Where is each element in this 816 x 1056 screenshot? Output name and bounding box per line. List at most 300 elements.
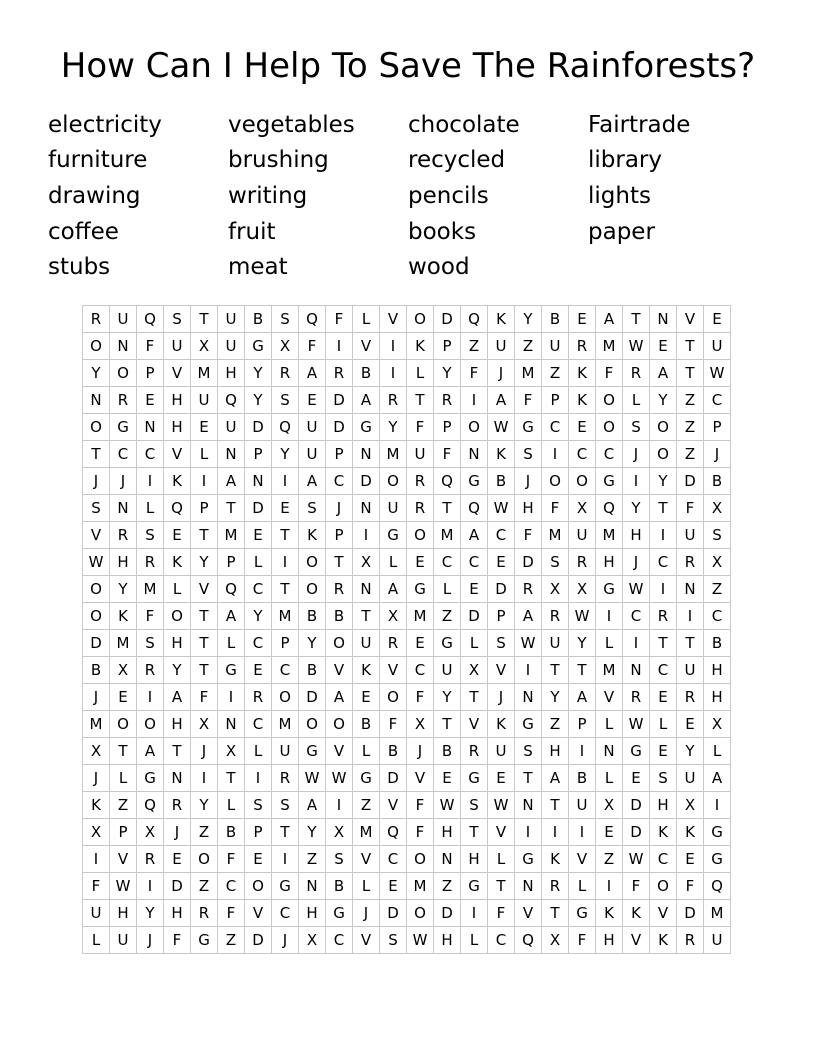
grid-cell: I (380, 360, 407, 387)
grid-cell: P (488, 603, 515, 630)
grid-cell: V (407, 765, 434, 792)
grid-cell: Q (380, 819, 407, 846)
grid-cell: T (191, 657, 218, 684)
grid-cell: A (299, 360, 326, 387)
grid-cell: C (704, 387, 731, 414)
grid-cell: O (650, 441, 677, 468)
grid-cell: K (83, 792, 110, 819)
grid-cell: J (83, 468, 110, 495)
grid-cell: R (407, 495, 434, 522)
grid-cell: F (407, 792, 434, 819)
grid-cell: Y (650, 468, 677, 495)
grid-cell: W (515, 630, 542, 657)
grid-cell: I (137, 873, 164, 900)
grid-cell: U (704, 927, 731, 954)
grid-cell: T (272, 522, 299, 549)
grid-cell: O (137, 711, 164, 738)
grid-cell: U (569, 522, 596, 549)
grid-cell: L (650, 711, 677, 738)
grid-cell: F (380, 711, 407, 738)
grid-cell: Z (434, 603, 461, 630)
grid-cell: P (272, 630, 299, 657)
grid-cell: E (407, 630, 434, 657)
grid-cell: Y (245, 360, 272, 387)
grid-cell: J (164, 819, 191, 846)
grid-cell: N (218, 441, 245, 468)
grid-cell: J (623, 549, 650, 576)
grid-cell: C (137, 441, 164, 468)
grid-cell: K (353, 657, 380, 684)
grid-cell: H (110, 549, 137, 576)
grid-cell: B (245, 306, 272, 333)
grid-cell: G (137, 765, 164, 792)
grid-cell: O (83, 333, 110, 360)
grid-cell: D (623, 792, 650, 819)
grid-cell: V (380, 657, 407, 684)
grid-cell: D (326, 387, 353, 414)
grid-cell: N (110, 495, 137, 522)
grid-cell: D (164, 873, 191, 900)
grid-cell: S (380, 927, 407, 954)
grid-cell: J (83, 765, 110, 792)
grid-cell: O (299, 549, 326, 576)
grid-cell: L (353, 873, 380, 900)
grid-cell: G (299, 738, 326, 765)
grid-cell: F (407, 819, 434, 846)
grid-cell: P (326, 441, 353, 468)
grid-cell: E (677, 711, 704, 738)
grid-cell: N (434, 846, 461, 873)
grid-cell: U (164, 333, 191, 360)
grid-cell: Y (191, 549, 218, 576)
grid-cell: F (326, 306, 353, 333)
grid-cell: P (110, 819, 137, 846)
word-bank-item: vegetables (228, 112, 355, 138)
grid-cell: L (623, 387, 650, 414)
grid-cell: H (650, 792, 677, 819)
grid-cell: X (596, 792, 623, 819)
grid-cell: U (218, 306, 245, 333)
grid-cell: V (83, 522, 110, 549)
grid-cell: G (461, 468, 488, 495)
grid-cell: U (110, 306, 137, 333)
grid-cell: O (191, 846, 218, 873)
grid-cell: K (407, 333, 434, 360)
grid-cell: R (137, 657, 164, 684)
grid-cell: U (407, 441, 434, 468)
grid-cell: Q (137, 306, 164, 333)
grid-cell: L (380, 549, 407, 576)
grid-cell: E (245, 846, 272, 873)
grid-cell: H (461, 846, 488, 873)
grid-cell: S (299, 495, 326, 522)
grid-cell: Q (272, 414, 299, 441)
grid-cell: J (83, 684, 110, 711)
grid-cell: Z (434, 873, 461, 900)
grid-cell: L (434, 576, 461, 603)
word-bank-item: recycled (408, 147, 506, 173)
grid-cell: R (542, 873, 569, 900)
grid-cell: M (596, 333, 623, 360)
grid-cell: T (677, 360, 704, 387)
word-bank-item: drawing (48, 183, 141, 209)
grid-cell: F (407, 414, 434, 441)
grid-cell: P (434, 414, 461, 441)
grid-cell: C (407, 657, 434, 684)
grid-cell: T (272, 576, 299, 603)
grid-cell: T (191, 306, 218, 333)
grid-cell: D (380, 900, 407, 927)
grid-cell: F (488, 900, 515, 927)
grid-row (83, 333, 731, 360)
grid-cell: I (515, 819, 542, 846)
grid-cell: W (623, 711, 650, 738)
grid-cell: O (164, 603, 191, 630)
grid-cell: E (623, 765, 650, 792)
grid-cell: S (515, 738, 542, 765)
grid-cell: L (596, 765, 623, 792)
grid-cell: D (461, 603, 488, 630)
grid-cell: D (83, 630, 110, 657)
grid-cell: R (677, 549, 704, 576)
grid-cell: S (326, 846, 353, 873)
grid-cell: G (569, 900, 596, 927)
grid-cell: T (515, 765, 542, 792)
grid-cell: N (218, 711, 245, 738)
grid-cell: E (272, 495, 299, 522)
grid-cell: E (488, 765, 515, 792)
grid-cell: T (218, 765, 245, 792)
grid-cell: O (461, 414, 488, 441)
grid-row (83, 738, 731, 765)
grid-cell: Z (461, 333, 488, 360)
grid-cell: J (623, 441, 650, 468)
grid-cell: I (623, 630, 650, 657)
grid-cell: W (488, 495, 515, 522)
word-bank-item: chocolate (408, 112, 520, 138)
grid-cell: R (245, 684, 272, 711)
grid-cell: R (569, 549, 596, 576)
grid-cell: D (245, 414, 272, 441)
grid-cell: S (272, 792, 299, 819)
word-bank (48, 108, 768, 288)
grid-cell: R (272, 765, 299, 792)
grid-cell: X (677, 792, 704, 819)
grid-cell: L (461, 927, 488, 954)
grid-cell: Z (191, 819, 218, 846)
grid-cell: P (569, 711, 596, 738)
grid-cell: G (461, 765, 488, 792)
grid-cell: E (650, 684, 677, 711)
grid-cell: G (461, 873, 488, 900)
grid-cell: B (83, 657, 110, 684)
grid-cell: U (218, 333, 245, 360)
grid-row (83, 387, 731, 414)
grid-cell: L (83, 927, 110, 954)
word-bank-item: pencils (408, 183, 489, 209)
grid-cell: B (704, 630, 731, 657)
grid-cell: S (164, 306, 191, 333)
grid-cell: E (569, 306, 596, 333)
grid-cell: W (407, 927, 434, 954)
grid-cell: B (299, 603, 326, 630)
grid-cell: O (650, 873, 677, 900)
grid-cell: G (272, 873, 299, 900)
grid-cell: E (650, 333, 677, 360)
grid-cell: Y (434, 684, 461, 711)
grid-cell: A (704, 765, 731, 792)
word-bank-item: stubs (48, 254, 111, 280)
grid-cell: C (326, 468, 353, 495)
grid-cell: G (623, 738, 650, 765)
grid-cell: T (623, 306, 650, 333)
grid-cell: X (407, 711, 434, 738)
grid-cell: E (164, 846, 191, 873)
grid-cell: V (353, 333, 380, 360)
grid-cell: X (272, 333, 299, 360)
grid-cell: D (677, 900, 704, 927)
grid-cell: M (272, 711, 299, 738)
grid-cell: T (569, 657, 596, 684)
grid-cell: Q (515, 927, 542, 954)
grid-cell: Y (245, 387, 272, 414)
grid-cell: B (542, 306, 569, 333)
grid-cell: K (677, 819, 704, 846)
grid-cell: Q (137, 792, 164, 819)
grid-cell: K (299, 522, 326, 549)
grid-cell: X (137, 819, 164, 846)
grid-cell: E (110, 684, 137, 711)
grid-cell: F (677, 495, 704, 522)
grid-cell: G (407, 576, 434, 603)
grid-cell: R (569, 333, 596, 360)
grid-cell: U (488, 333, 515, 360)
grid-cell: T (110, 738, 137, 765)
grid-cell: R (326, 360, 353, 387)
grid-cell: V (488, 657, 515, 684)
grid-cell: Z (677, 414, 704, 441)
grid-cell: M (542, 522, 569, 549)
grid-cell: C (650, 549, 677, 576)
grid-cell: X (704, 495, 731, 522)
grid-cell: U (380, 495, 407, 522)
grid-cell: Z (677, 387, 704, 414)
grid-cell: L (569, 873, 596, 900)
grid-cell: Y (434, 360, 461, 387)
grid-cell: R (83, 306, 110, 333)
grid-cell: W (623, 576, 650, 603)
grid-cell: F (434, 441, 461, 468)
grid-cell: R (110, 387, 137, 414)
grid-cell: U (218, 414, 245, 441)
grid-cell: C (245, 711, 272, 738)
grid-cell: O (542, 468, 569, 495)
grid-cell: E (164, 522, 191, 549)
grid-cell: P (542, 387, 569, 414)
grid-cell: R (326, 576, 353, 603)
grid-cell: G (191, 927, 218, 954)
grid-cell: S (623, 414, 650, 441)
grid-cell: W (299, 765, 326, 792)
grid-cell: E (245, 522, 272, 549)
grid-cell: V (623, 927, 650, 954)
grid-cell: Z (542, 360, 569, 387)
grid-cell: Z (515, 333, 542, 360)
grid-cell: M (353, 819, 380, 846)
grid-cell: H (623, 522, 650, 549)
grid-cell: L (353, 738, 380, 765)
grid-row (83, 414, 731, 441)
word-bank-item: meat (228, 254, 288, 280)
grid-cell: Q (461, 495, 488, 522)
grid-cell: E (596, 819, 623, 846)
grid-cell: Y (137, 900, 164, 927)
grid-cell: M (110, 630, 137, 657)
grid-cell: W (623, 333, 650, 360)
grid-cell: X (542, 576, 569, 603)
grid-cell: P (434, 333, 461, 360)
grid-cell: T (191, 630, 218, 657)
grid-cell: E (137, 387, 164, 414)
grid-row (83, 873, 731, 900)
grid-cell: O (110, 711, 137, 738)
grid-cell: V (650, 900, 677, 927)
grid-cell: X (299, 927, 326, 954)
grid-cell: B (218, 819, 245, 846)
grid-cell: R (272, 360, 299, 387)
grid-cell: P (326, 522, 353, 549)
grid-cell: A (137, 738, 164, 765)
grid-cell: I (245, 765, 272, 792)
grid-cell: G (515, 414, 542, 441)
grid-cell: C (434, 549, 461, 576)
grid-cell: J (272, 927, 299, 954)
grid-cell: B (299, 657, 326, 684)
grid-cell: K (650, 927, 677, 954)
grid-cell: H (704, 657, 731, 684)
grid-cell: V (515, 900, 542, 927)
grid-cell: X (191, 333, 218, 360)
grid-cell: G (353, 765, 380, 792)
grid-cell: Z (704, 576, 731, 603)
grid-row (83, 630, 731, 657)
grid-cell: U (272, 738, 299, 765)
grid-cell: X (83, 819, 110, 846)
grid-cell: O (407, 306, 434, 333)
grid-row (83, 765, 731, 792)
grid-cell: F (137, 603, 164, 630)
word-bank-item: furniture (48, 147, 148, 173)
grid-cell: R (380, 387, 407, 414)
grid-cell: I (569, 819, 596, 846)
grid-cell: C (650, 657, 677, 684)
grid-cell: N (353, 441, 380, 468)
grid-cell: L (596, 630, 623, 657)
grid-cell: F (515, 387, 542, 414)
grid-cell: F (623, 873, 650, 900)
grid-row (83, 468, 731, 495)
grid-cell: X (83, 738, 110, 765)
grid-cell: Q (704, 873, 731, 900)
grid-cell: Y (650, 387, 677, 414)
grid-cell: C (488, 522, 515, 549)
grid-cell: X (380, 603, 407, 630)
grid-cell: X (704, 711, 731, 738)
grid-cell: V (677, 306, 704, 333)
grid-cell: T (650, 630, 677, 657)
grid-cell: B (353, 360, 380, 387)
grid-cell: A (380, 576, 407, 603)
grid-cell: B (704, 468, 731, 495)
grid-cell: E (677, 846, 704, 873)
grid-cell: A (353, 387, 380, 414)
grid-cell: A (569, 684, 596, 711)
grid-cell: V (488, 819, 515, 846)
grid-cell: F (164, 927, 191, 954)
grid-cell: R (191, 900, 218, 927)
grid-cell: V (380, 792, 407, 819)
grid-cell: D (515, 549, 542, 576)
grid-cell: M (83, 711, 110, 738)
grid-cell: L (353, 306, 380, 333)
grid-cell: G (515, 846, 542, 873)
page-title: How Can I Help To Save The Rainforests? (60, 46, 756, 86)
grid-cell: K (623, 900, 650, 927)
grid-cell: O (83, 576, 110, 603)
word-bank-item: paper (588, 219, 655, 245)
grid-cell: O (110, 360, 137, 387)
grid-cell: L (218, 792, 245, 819)
grid-cell: S (245, 792, 272, 819)
grid-cell: N (353, 495, 380, 522)
grid-cell: T (542, 792, 569, 819)
grid-cell: F (515, 522, 542, 549)
grid-cell: H (164, 630, 191, 657)
grid-cell: J (488, 684, 515, 711)
grid-cell: A (596, 306, 623, 333)
grid-cell: D (245, 927, 272, 954)
grid-cell: H (164, 387, 191, 414)
grid-cell: J (407, 738, 434, 765)
grid-cell: K (110, 603, 137, 630)
grid-cell: R (650, 603, 677, 630)
word-bank-item: Fairtrade (588, 112, 691, 138)
grid-cell: Z (677, 441, 704, 468)
word-bank-item: books (408, 219, 477, 245)
grid-cell: K (488, 711, 515, 738)
grid-cell: J (326, 495, 353, 522)
grid-cell: G (704, 846, 731, 873)
grid-cell: T (326, 549, 353, 576)
grid-cell: K (164, 468, 191, 495)
grid-cell: O (272, 684, 299, 711)
grid-cell: Y (245, 603, 272, 630)
grid-cell: E (380, 873, 407, 900)
grid-cell: U (542, 630, 569, 657)
grid-cell: I (461, 900, 488, 927)
grid-cell: I (137, 684, 164, 711)
grid-cell: V (326, 657, 353, 684)
grid-cell: T (191, 522, 218, 549)
grid-cell: E (650, 738, 677, 765)
grid-cell: X (191, 711, 218, 738)
grid-cell: L (164, 576, 191, 603)
grid-cell: M (407, 873, 434, 900)
grid-cell: U (299, 414, 326, 441)
grid-cell: X (569, 576, 596, 603)
grid-cell: X (542, 927, 569, 954)
grid-row (83, 549, 731, 576)
